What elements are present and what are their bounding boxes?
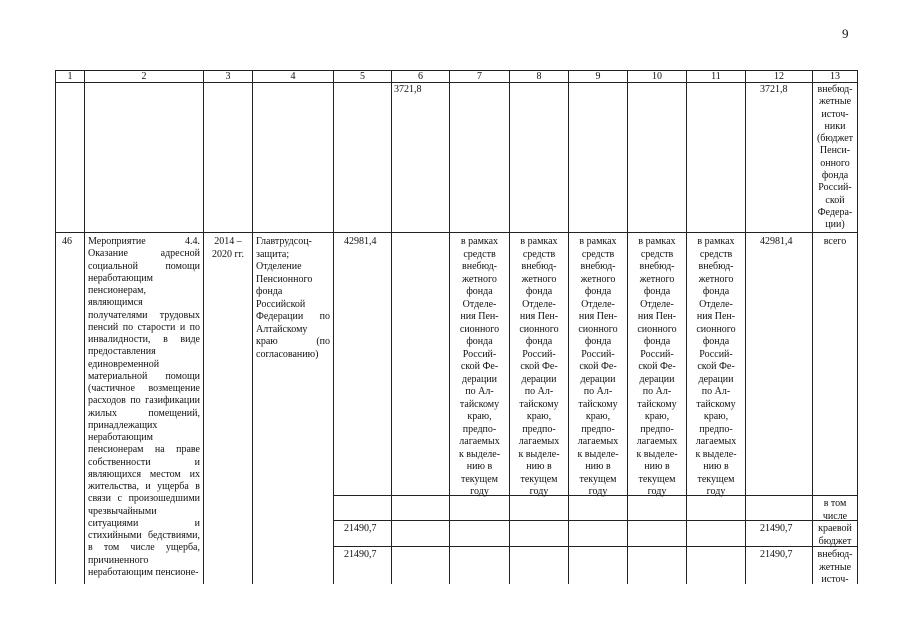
cont-col13-source: внебюд- жетные источ- ники (бюджет Пенси- онного фонда Россий- ской Федера- ции) (816, 84, 854, 231)
header-cell-6: 6 (418, 71, 423, 82)
header-cell-9: 9 (595, 71, 601, 82)
subrow-3-col13: внебюд- жетные источ- (817, 549, 853, 585)
row-46-executor: Главтрудсоц-защита; Отделение Пенсионного фонда Российской Федерации по Алтайскому краю (по согласованию) (256, 236, 330, 360)
row-46-col13: всего (823, 236, 847, 247)
header-cell-2: 2 (141, 71, 147, 82)
subrow-3-col5: 21490,7 (344, 549, 377, 560)
row-46-number: 46 (62, 236, 72, 247)
header-cell-10: 10 (652, 71, 662, 82)
row-46-col8-pfr: в рамках средств внебюд- жетного фонда Отделе- ния Пен- сионного фонда Россий- ской Фе- дерации по Ал- тайскому краю, предпо- лагаемых к выделе- нию в текущем году (518, 236, 560, 497)
subrow-1-col13: в том числе (822, 498, 848, 522)
header-cell-3: 3 (225, 71, 231, 82)
header-cell-11: 11 (711, 71, 721, 82)
header-cell-4: 4 (290, 71, 296, 82)
header-cell-5: 5 (360, 71, 365, 82)
subrow-2-col5: 21490,7 (344, 523, 377, 534)
header-cell-13: 13 (830, 71, 840, 82)
subrow-3-col12: 21490,7 (760, 549, 793, 560)
row-46-col7-pfr: в рамках средств внебюд- жетного фонда Отделе- ния Пен- сионного фонда Россий- ской Фе- дерации по Ал- тайскому краю, предпо- лагаемых к выделе- нию в текущем году (458, 236, 501, 497)
row-46-col9-pfr: в рамках средств внебюд- жетного фонда Отделе- ния Пен- сионного фонда Россий- ской Фе- дерации по Ал- тайскому краю, предпо- лагаемых к выделе- нию в текущем году (577, 236, 619, 497)
row-46-period: 2014 – 2020 гг. (211, 236, 245, 260)
header-cell-7: 7 (477, 71, 482, 82)
page-number: 9 (842, 26, 849, 41)
row-46-total: 42981,4 (344, 236, 377, 247)
subrow-2-col13: краевой бюджет (818, 523, 852, 547)
row-46-col12: 42981,4 (760, 236, 793, 247)
row-46-description: Мероприятие 4.4. Оказание адресной социальной помощи неработающим пенсионерам, являющимся получателями трудовых пенсий по старости и по инвалидности, в виде предоставления единовременной материальной помощи (частичное возмещение расходов по газификации жилых помещений, принадлежащих неработающим пенсионерам на праве собственности и являющихся местом их жительства, и ущерба в связи с произошедшими чрезвычайными ситуациями и стихийными бедствиями, в том числе ущерба, причиненного неработающим пенсионе- (88, 236, 200, 578)
row-46-col10-pfr: в рамках средств внебюд- жетного фонда Отделе- ния Пен- сионного фонда Россий- ской Фе- дерации по Ал- тайскому краю, предпо- лагаемых к выделе- нию в текущем году (636, 236, 678, 497)
cont-col6-value: 3721,8 (394, 84, 422, 95)
header-cell-8: 8 (536, 71, 542, 82)
subrow-2-col12: 21490,7 (760, 523, 793, 534)
header-cell-12: 12 (774, 71, 784, 82)
row-46-col11-pfr: в рамках средств внебюд- жетного фонда Отделе- ния Пен- сионного фонда Россий- ской Фе- дерации по Ал- тайскому краю, предпо- лагаемых к выделе- нию в текущем году (695, 236, 737, 497)
header-cell-1: 1 (67, 71, 73, 82)
cont-col12-value: 3721,8 (760, 84, 788, 95)
